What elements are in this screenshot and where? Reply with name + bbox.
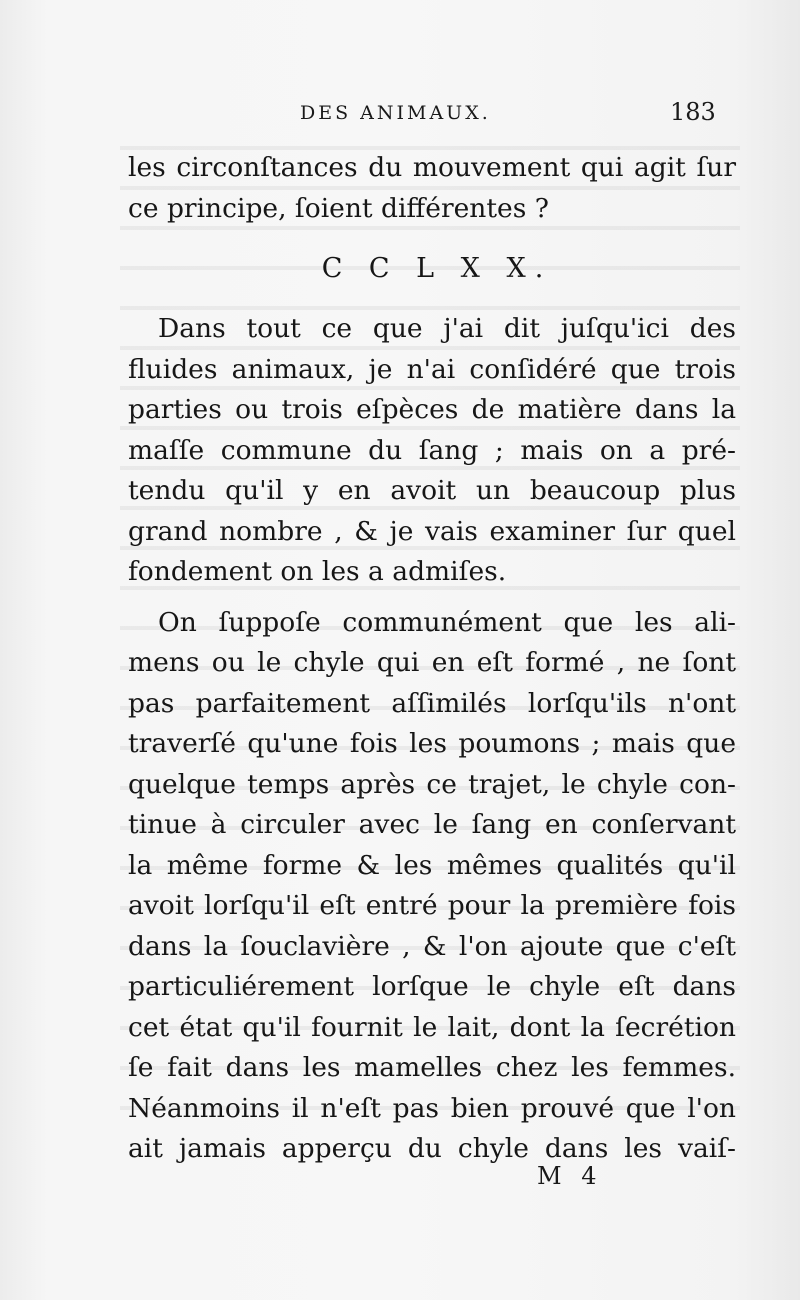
text-line: tendu qu'il y en avoit un beaucoup plus — [128, 475, 736, 506]
paragraph-gap — [128, 593, 736, 603]
text-block — [128, 148, 736, 1170]
signature-mark: M 4 — [537, 1162, 603, 1190]
text-line: ſe fait dans les mamelles chez les femmes. — [128, 1052, 736, 1083]
text-line: maſſe commune du ſang ; mais on a pré- — [128, 434, 736, 466]
text-line: fondement on les a admiſes. — [128, 556, 507, 587]
text-line: parties ou trois eſpèces de matière dans la — [128, 394, 736, 425]
text-line: fluides animaux, je n'ai conſidéré que trois — [128, 353, 736, 385]
text-line: tinue à circuler avec le ſang en conſervant — [128, 809, 736, 840]
text-line: grand nombre , & je vais examiner ſur quel — [128, 515, 736, 547]
page-number: 183 — [670, 98, 716, 126]
text-line: avoit lorſqu'il eſt entré pour la première fois — [128, 890, 736, 921]
text-line: dans la ſouclavière , & l'on ajoute que c'eſt — [128, 930, 736, 962]
text-line: quelque temps après ce trajet, le chyle con- — [128, 768, 736, 800]
text-line: particuliérement lorſque le chyle eſt dans — [128, 971, 736, 1002]
section-heading: C C L X X. — [321, 253, 553, 284]
text-line: pas parfaitement aſſimilés lorſqu'ils n'ont — [128, 687, 736, 719]
text-line: mens ou le chyle qui en eſt formé , ne ſont — [128, 647, 736, 678]
text-line: Dans tout ce que j'ai dit juſqu'ici des — [158, 313, 736, 344]
text-line: traverſé qu'une fois les poumons ; mais que — [128, 728, 736, 759]
text-line: les circonſtances du mouvement qui agit ſur — [128, 152, 736, 183]
text-line: On ſuppoſe communément que les ali- — [158, 606, 736, 638]
running-title: DES ANIMAUX. — [300, 102, 491, 124]
text-line: cet état qu'il fournit le lait, dont la ſecrétion — [128, 1011, 736, 1043]
text-line: ce principe, ſoient différentes ? — [128, 192, 549, 224]
text-line: la même forme & les mêmes qualités qu'il — [128, 849, 736, 881]
text-line: ait jamais apperçu du chyle dans les vaiſ- — [128, 1133, 736, 1164]
text-line: Néanmoins il n'eſt pas bien prouvé que l'on — [128, 1092, 736, 1124]
